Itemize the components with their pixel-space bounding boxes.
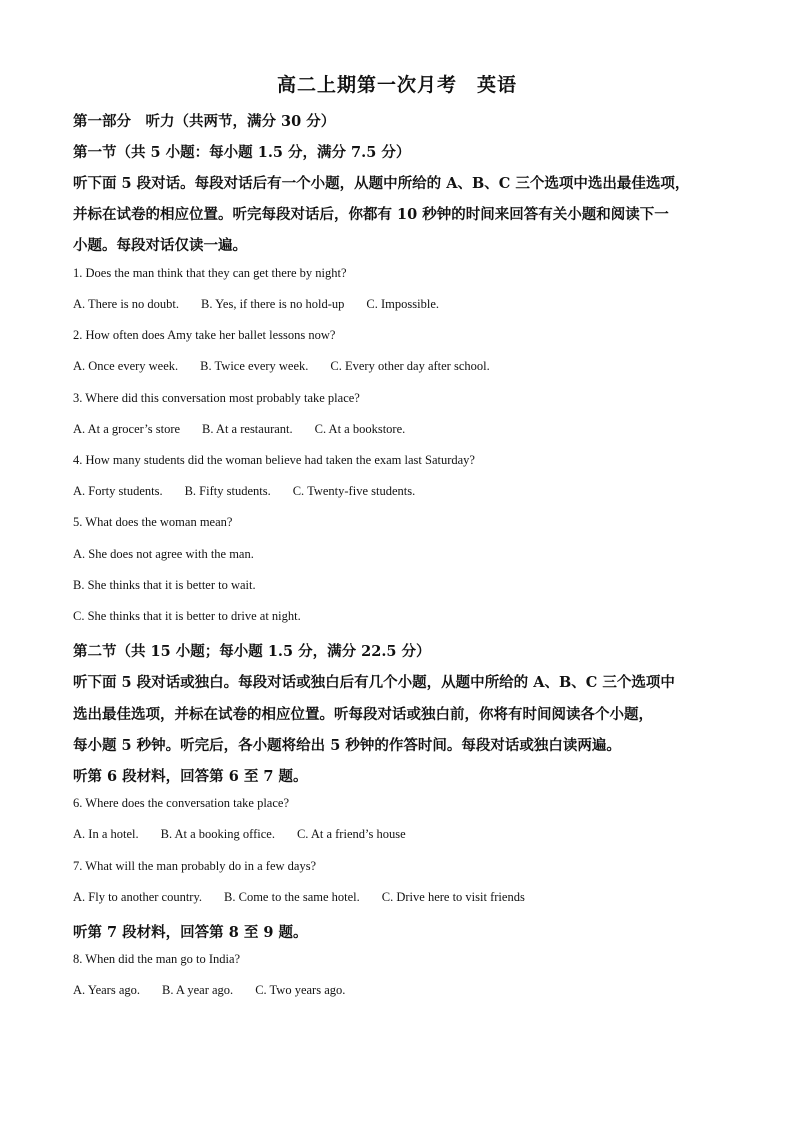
option-b: B. Fifty students. (184, 484, 271, 498)
option-a: A. In a hotel. (73, 827, 139, 841)
question-3: 3. Where did this conversation most probably take place? (73, 391, 360, 405)
question-4: 4. How many students did the woman believe had taken the exam last Saturday? (73, 453, 475, 467)
question-1-options (73, 297, 461, 312)
option-a: A. Once every week. (73, 359, 179, 373)
question-2-options (73, 359, 512, 374)
option-a: A. Fly to another country. (73, 890, 203, 904)
option-b: B. Yes, if there is no hold-up (201, 297, 345, 311)
option-b: B. Come to the same hotel. (224, 890, 360, 904)
option-b: B. She thinks that it is better to wait. (73, 578, 256, 592)
page-title: 高二上期第一次月考 英语 (276, 74, 517, 96)
material-6-heading: 听第 6 段材料，回答第 6 至 7 题。 (73, 768, 308, 785)
option-a: A. Years ago. (73, 983, 141, 997)
question-6-options (73, 827, 428, 842)
part1-heading: 第一部分 听力（共两节，满分 30 分） (73, 113, 336, 130)
section2-instruction-line: 听下面 5 段对话或独白。每段对话或独白后有几个小题，从题中所给的 A、B、C 三个选项中 (73, 674, 675, 691)
option-a: A. There is no doubt. (73, 297, 180, 311)
option-c: C. At a bookstore. (314, 422, 406, 436)
question-8: 8. When did the man go to India? (73, 952, 241, 966)
material-7-heading: 听第 7 段材料，回答第 8 至 9 题。 (73, 924, 308, 941)
question-6: 6. Where does the conversation take place? (73, 796, 289, 810)
section2-instruction-line: 选出最佳选项，并标在试卷的相应位置。听每段对话或独白前，你将有时间阅读各个小题， (73, 706, 653, 723)
question-7: 7. What will the man probably do in a few days? (73, 859, 317, 873)
question-2: 2. How often does Amy take her ballet lessons now? (73, 328, 336, 342)
option-c: C. Drive here to visit friends (381, 890, 525, 904)
option-a: A. She does not agree with the man. (73, 547, 254, 561)
option-c: C. Twenty-five students. (292, 484, 416, 498)
option-a: A. Forty students. (73, 484, 163, 498)
question-7-options (73, 890, 547, 905)
option-c: C. Two years ago. (255, 983, 346, 997)
section2-heading: 第二节（共 15 小题；每小题 1.5 分，满分 22.5 分） (73, 643, 431, 660)
section1-instruction-line: 并标在试卷的相应位置。听完每段对话后，你都有 10 秒钟的时间来回答有关小题和阅读下一 (73, 206, 669, 223)
question-8-options (73, 983, 367, 998)
option-b: B. At a booking office. (160, 827, 275, 841)
question-3-options (73, 422, 427, 437)
section1-instruction-line: 小题。每段对话仅读一遍。 (73, 237, 247, 254)
section2-instruction-line: 每小题 5 秒钟。听完后，各小题将给出 5 秒钟的作答时间。每段对话或独白读两遍。 (73, 737, 621, 754)
option-a: A. At a grocer’s store (73, 422, 181, 436)
option-c: C. She thinks that it is better to drive at night. (73, 609, 301, 623)
option-c: C. Impossible. (366, 297, 439, 311)
question-1: 1. Does the man think that they can get there by night? (73, 266, 347, 280)
option-b: B. A year ago. (162, 983, 234, 997)
section1-instruction-line: 听下面 5 段对话。每段对话后有一个小题，从题中所给的 A、B、C 三个选项中选出最佳选项， (73, 175, 690, 192)
option-b: B. At a restaurant. (202, 422, 293, 436)
section1-heading: 第一节（共 5 小题：每小题 1.5 分，满分 7.5 分） (73, 144, 411, 161)
question-4-options (73, 484, 437, 499)
question-5: 5. What does the woman mean? (73, 515, 233, 529)
option-c: C. At a friend’s house (296, 827, 406, 841)
option-c: C. Every other day after school. (330, 359, 490, 373)
option-b: B. Twice every week. (200, 359, 309, 373)
